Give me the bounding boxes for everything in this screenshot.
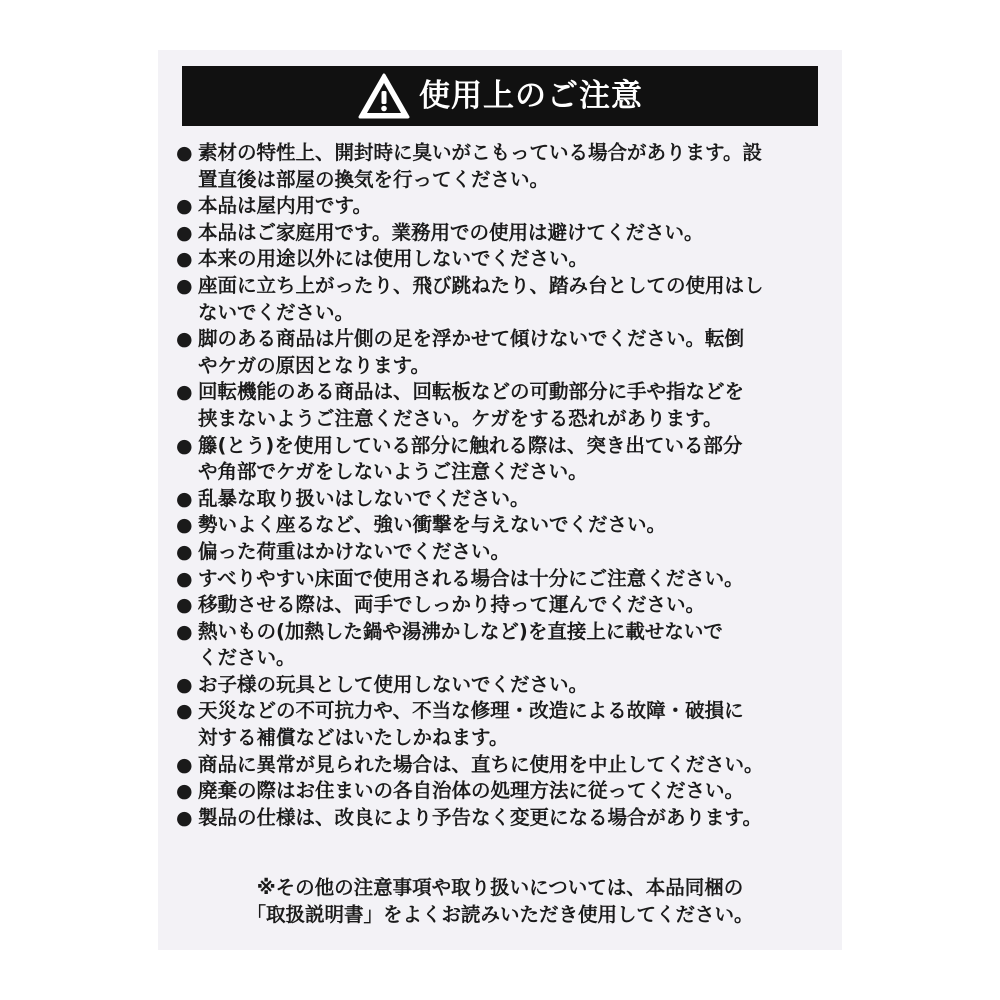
caution-item-text: 勢いよく座るなど、強い衝撃を与えないでください。: [198, 513, 667, 537]
caution-item-text: 本来の用途以外には使用しないでください。: [198, 247, 589, 271]
caution-item-text: 籐(とう)を使用している部分に触れる際は、突き出ている部分 や角部でケガをしないようご注意ください。: [198, 433, 743, 484]
caution-item-text: 商品に異常が見られた場合は、直ちに使用を中止してください。: [198, 752, 764, 776]
caution-list-item: [176, 539, 826, 566]
caution-item-text: 天災などの不可抗力や、不当な修理・改造による故障・破損に 対する補償などはいたしかねます。: [198, 699, 744, 750]
caution-list-item: [176, 592, 826, 619]
caution-header: [182, 66, 818, 126]
caution-item-text: 座面に立ち上がったり、飛び跳ねたり、踏み台としての使用はし ないでください。: [198, 273, 764, 324]
caution-item-text: 偏った荷重はかけないでください。: [198, 539, 511, 563]
caution-item-text: すべりやすい床面で使用される場合は十分にご注意ください。: [198, 566, 744, 590]
caution-list-item: [176, 433, 826, 486]
caution-list-item: [176, 273, 826, 326]
caution-list-item: [176, 140, 826, 193]
bullet-icon: ●: [176, 673, 193, 696]
warning-triangle-icon: [357, 72, 411, 120]
footer-note: ※その他の注意事項や取り扱いについては、本品同梱の 「取扱説明書」をよくお読みいただき使用してください。: [246, 876, 754, 926]
caution-list-item: [176, 619, 826, 672]
caution-item-text: お子様の玩具として使用しないでください。: [198, 672, 589, 696]
caution-item-text: 本品は屋内用です。: [198, 194, 372, 218]
caution-item-text: 製品の仕様は、改良により予告なく変更になる場合があります。: [198, 805, 762, 829]
caution-list-item: [176, 698, 826, 751]
caution-list: [176, 140, 826, 831]
caution-list-item: [176, 193, 826, 220]
caution-item-text: 移動させる際は、両手でしっかり持って運んでください。: [198, 593, 706, 617]
bullet-icon: ●: [176, 806, 193, 829]
caution-item-text: 熱いもの(加熱した鍋や湯沸かしなど)を直接上に載せないで ください。: [198, 619, 723, 670]
caution-list-item: [176, 220, 826, 247]
bullet-icon: ●: [176, 594, 193, 617]
bullet-icon: ●: [176, 221, 193, 244]
caution-item-text: 乱暴な取り扱いはしないでください。: [198, 486, 530, 510]
caution-list-item: [176, 486, 826, 513]
caution-list-item: [176, 512, 826, 539]
caution-item-text: 本品はご家庭用です。業務用での使用は避けてください。: [198, 220, 704, 244]
bullet-icon: ●: [176, 248, 193, 271]
caution-list-item: [176, 805, 826, 832]
caution-list-item: [176, 672, 826, 699]
bullet-icon: ●: [176, 514, 193, 537]
bullet-icon: ●: [176, 487, 193, 510]
bullet-icon: ●: [176, 328, 193, 351]
caution-item-text: 脚のある商品は片側の足を浮かせて傾けないでください。転倒 やケガの原因となります。: [198, 327, 745, 377]
caution-list-item: [176, 566, 826, 593]
bullet-icon: ●: [176, 381, 193, 404]
caution-list-item: [176, 246, 826, 273]
bullet-icon: ●: [176, 780, 193, 803]
caution-list-item: [176, 326, 826, 379]
caution-list-item: [176, 778, 826, 805]
caution-list-item: [176, 379, 826, 432]
caution-list-item: [176, 752, 826, 779]
caution-title: 使用上のご注意: [419, 77, 643, 114]
caution-item-text: 素材の特性上、開封時に臭いがこもっている場合があります。設 置直後は部屋の換気を行ってください。: [198, 141, 762, 191]
bullet-icon: ●: [176, 434, 193, 457]
bullet-icon: ●: [176, 753, 193, 776]
caution-card: [158, 50, 842, 950]
bullet-icon: ●: [176, 540, 193, 563]
bullet-icon: ●: [176, 700, 193, 723]
caution-item-text: 回転機能のある商品は、回転板などの可動部分に手や指などを 挟まないようご注意ください。ケガをする恐れがあります。: [198, 380, 745, 430]
bullet-icon: ●: [176, 142, 193, 164]
bullet-icon: ●: [176, 274, 193, 297]
bullet-icon: ●: [176, 620, 193, 643]
bullet-icon: ●: [176, 195, 193, 218]
bullet-icon: ●: [176, 567, 193, 590]
caution-item-text: 廃棄の際はお住まいの各自治体の処理方法に従ってください。: [198, 779, 745, 803]
